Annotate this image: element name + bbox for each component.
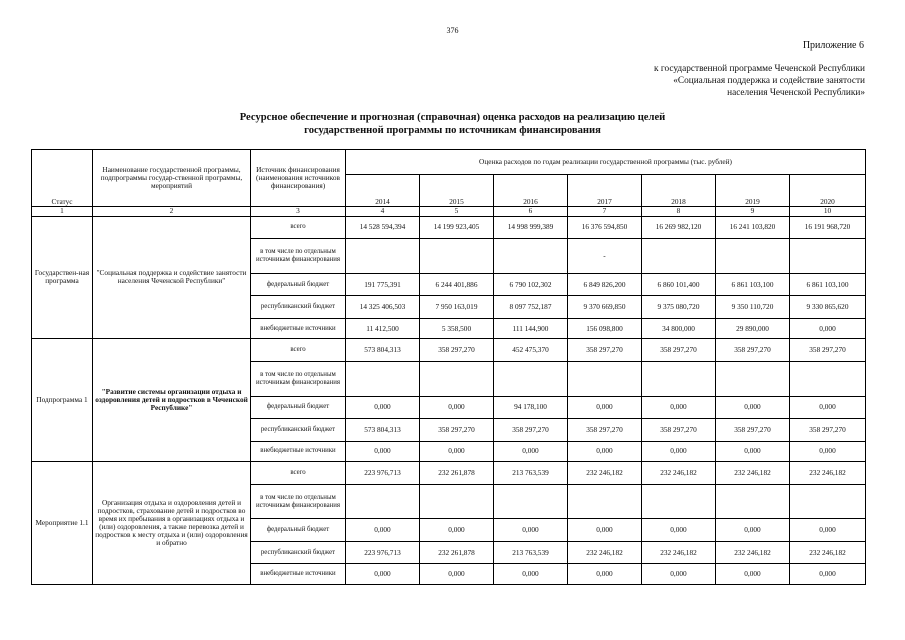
value-cell: 9 350 110,720 xyxy=(716,296,790,319)
value-cell xyxy=(420,361,494,396)
value-cell: 232 246,182 xyxy=(568,541,642,564)
source-cell: в том числе по отдельным источникам финансирования xyxy=(251,484,346,519)
source-cell: в том числе по отдельным источникам финансирования xyxy=(251,361,346,396)
appendix-line: населения Чеченской Республики» xyxy=(727,88,865,98)
source-cell: федеральный бюджет xyxy=(251,273,346,296)
year-cell: 2016 xyxy=(494,174,568,207)
header-name: Наименование государственной программы, подпрограммы государ-ственной программы, мероприятий xyxy=(93,150,251,207)
value-cell: 232 246,182 xyxy=(716,462,790,485)
value-cell: 6 849 826,200 xyxy=(568,273,642,296)
value-cell: 232 246,182 xyxy=(568,462,642,485)
source-cell: внебюджетные источники xyxy=(251,564,346,585)
value-cell: 0,000 xyxy=(790,564,866,585)
value-cell xyxy=(642,239,716,274)
year-cell: 2017 xyxy=(568,174,642,207)
value-cell: 0,000 xyxy=(494,441,568,461)
value-cell: 358 297,270 xyxy=(568,339,642,362)
value-cell: 6 860 101,400 xyxy=(642,273,716,296)
value-cell: 0,000 xyxy=(568,519,642,542)
source-cell: всего xyxy=(251,462,346,485)
value-cell: 0,000 xyxy=(346,396,420,419)
value-cell: 223 976,713 xyxy=(346,541,420,564)
value-cell: 213 763,539 xyxy=(494,462,568,485)
page-number: 376 xyxy=(446,26,459,35)
value-cell: 213 763,539 xyxy=(494,541,568,564)
name-cell: Организация отдыха и оздоровления детей и подростков, страхование детей и подростков во время их пребывания в организациях отдыха и (или) оздоровления, а также перевозка детей и подростков к месту отдыха и (или) оздоровления и обратно xyxy=(93,462,251,585)
value-cell: 94 178,100 xyxy=(494,396,568,419)
value-cell xyxy=(790,361,866,396)
table-body xyxy=(32,150,866,585)
value-cell: 29 890,000 xyxy=(716,318,790,338)
value-cell: 34 800,000 xyxy=(642,318,716,338)
source-cell: внебюджетные источники xyxy=(251,441,346,461)
table-row xyxy=(32,339,866,362)
status-cell: Мероприятие 1.1 xyxy=(32,462,93,585)
value-cell: 0,000 xyxy=(790,318,866,338)
col-number: 5 xyxy=(420,207,494,216)
appendix-line: к государственной программе Чеченской Республики xyxy=(654,64,865,74)
value-cell: 8 097 752,187 xyxy=(494,296,568,319)
value-cell: 232 246,182 xyxy=(642,462,716,485)
appendix-line: «Социальная поддержка и содействие занятости xyxy=(673,76,865,86)
value-cell: 16 269 982,120 xyxy=(642,216,716,239)
value-cell: 0,000 xyxy=(494,564,568,585)
value-cell xyxy=(790,484,866,519)
value-cell: 358 297,270 xyxy=(420,419,494,442)
value-cell: 9 370 669,850 xyxy=(568,296,642,319)
value-cell xyxy=(716,484,790,519)
col-number: 6 xyxy=(494,207,568,216)
col-number: 1 xyxy=(32,207,93,216)
header-estimate: Оценка расходов по годам реализации государственной программы (тыс. рублей) xyxy=(346,150,866,175)
value-cell xyxy=(494,361,568,396)
value-cell: 5 358,500 xyxy=(420,318,494,338)
value-cell: 0,000 xyxy=(642,519,716,542)
value-cell: 232 261,878 xyxy=(420,541,494,564)
value-cell: 358 297,270 xyxy=(494,419,568,442)
value-cell: - xyxy=(568,239,642,274)
col-number: 7 xyxy=(568,207,642,216)
value-cell: 0,000 xyxy=(716,441,790,461)
value-cell: 9 375 080,720 xyxy=(642,296,716,319)
value-cell: 232 261,878 xyxy=(420,462,494,485)
source-cell: в том числе по отдельным источникам финансирования xyxy=(251,239,346,274)
value-cell: 0,000 xyxy=(494,519,568,542)
value-cell: 14 199 923,405 xyxy=(420,216,494,239)
value-cell xyxy=(346,239,420,274)
value-cell: 0,000 xyxy=(642,564,716,585)
value-cell: 0,000 xyxy=(420,519,494,542)
value-cell: 14 998 999,389 xyxy=(494,216,568,239)
header-source: Источник финансирования (наименования источников финансирования) xyxy=(251,150,346,207)
source-cell: всего xyxy=(251,339,346,362)
value-cell: 9 330 865,620 xyxy=(790,296,866,319)
value-cell xyxy=(420,484,494,519)
value-cell: 7 950 163,019 xyxy=(420,296,494,319)
source-cell: внебюджетные источники xyxy=(251,318,346,338)
value-cell: 0,000 xyxy=(790,396,866,419)
value-cell: 358 297,270 xyxy=(716,339,790,362)
name-cell: "Социальная поддержка и содействие занятости населения Чеченской Республики" xyxy=(93,216,251,339)
value-cell: 111 144,900 xyxy=(494,318,568,338)
value-cell: 0,000 xyxy=(716,564,790,585)
value-cell: 452 475,370 xyxy=(494,339,568,362)
value-cell: 6 244 401,886 xyxy=(420,273,494,296)
value-cell xyxy=(420,239,494,274)
table-row xyxy=(32,216,866,239)
value-cell: 232 246,182 xyxy=(790,462,866,485)
source-cell: республиканский бюджет xyxy=(251,541,346,564)
source-cell: республиканский бюджет xyxy=(251,296,346,319)
col-number: 8 xyxy=(642,207,716,216)
value-cell: 0,000 xyxy=(420,396,494,419)
value-cell xyxy=(642,484,716,519)
value-cell xyxy=(346,484,420,519)
value-cell: 232 246,182 xyxy=(716,541,790,564)
value-cell: 358 297,270 xyxy=(642,419,716,442)
value-cell: 0,000 xyxy=(642,441,716,461)
source-cell: федеральный бюджет xyxy=(251,396,346,419)
value-cell: 6 861 103,100 xyxy=(790,273,866,296)
appendix-title: Приложение 6 xyxy=(802,40,864,51)
header-status: Статус xyxy=(32,150,93,207)
value-cell: 0,000 xyxy=(790,519,866,542)
value-cell: 0,000 xyxy=(420,441,494,461)
value-cell: 573 804,313 xyxy=(346,339,420,362)
value-cell: 358 297,270 xyxy=(716,419,790,442)
value-cell xyxy=(568,361,642,396)
status-cell: Государствен-ная программа xyxy=(32,216,93,339)
value-cell: 0,000 xyxy=(346,441,420,461)
value-cell: 0,000 xyxy=(642,396,716,419)
col-number: 4 xyxy=(346,207,420,216)
value-cell: 0,000 xyxy=(420,564,494,585)
value-cell: 0,000 xyxy=(568,396,642,419)
year-cell: 2018 xyxy=(642,174,716,207)
value-cell: 6 790 102,302 xyxy=(494,273,568,296)
value-cell: 358 297,270 xyxy=(420,339,494,362)
title-line: Ресурсное обеспечение и прогнозная (справочная) оценка расходов на реализацию целей xyxy=(239,112,666,123)
source-cell: федеральный бюджет xyxy=(251,519,346,542)
value-cell: 0,000 xyxy=(716,519,790,542)
source-cell: всего xyxy=(251,216,346,239)
document-title xyxy=(0,112,905,137)
name-cell: "Развитие системы организации отдыха и оздоровления детей и подростков в Чеченской Республике" xyxy=(93,339,251,462)
value-cell: 358 297,270 xyxy=(790,419,866,442)
value-cell: 6 861 103,100 xyxy=(716,273,790,296)
value-cell: 0,000 xyxy=(568,441,642,461)
source-cell: республиканский бюджет xyxy=(251,419,346,442)
value-cell xyxy=(642,361,716,396)
col-number: 3 xyxy=(251,207,346,216)
value-cell xyxy=(716,361,790,396)
resource-table xyxy=(31,149,866,585)
value-cell xyxy=(346,361,420,396)
appendix-subtitle xyxy=(654,63,865,99)
value-cell xyxy=(494,239,568,274)
value-cell: 0,000 xyxy=(346,564,420,585)
value-cell: 191 775,391 xyxy=(346,273,420,296)
value-cell: 0,000 xyxy=(716,396,790,419)
header-row xyxy=(32,150,866,175)
value-cell xyxy=(716,239,790,274)
value-cell: 232 246,182 xyxy=(642,541,716,564)
value-cell: 16 191 968,720 xyxy=(790,216,866,239)
col-number: 2 xyxy=(93,207,251,216)
value-cell: 0,000 xyxy=(790,441,866,461)
value-cell: 11 412,500 xyxy=(346,318,420,338)
value-cell xyxy=(568,484,642,519)
value-cell: 16 376 594,850 xyxy=(568,216,642,239)
title-line: государственной программы по источникам финансирования xyxy=(304,124,601,136)
value-cell: 0,000 xyxy=(568,564,642,585)
value-cell xyxy=(790,239,866,274)
value-cell: 14 325 406,503 xyxy=(346,296,420,319)
year-cell: 2020 xyxy=(790,174,866,207)
column-number-row xyxy=(32,207,866,216)
col-number: 10 xyxy=(790,207,866,216)
status-cell: Подпрограмма 1 xyxy=(32,339,93,462)
value-cell: 14 528 594,394 xyxy=(346,216,420,239)
year-cell: 2014 xyxy=(346,174,420,207)
col-number: 9 xyxy=(716,207,790,216)
value-cell: 16 241 103,820 xyxy=(716,216,790,239)
value-cell: 156 098,800 xyxy=(568,318,642,338)
value-cell: 358 297,270 xyxy=(568,419,642,442)
table-row xyxy=(32,462,866,485)
year-cell: 2019 xyxy=(716,174,790,207)
value-cell: 0,000 xyxy=(346,519,420,542)
value-cell: 358 297,270 xyxy=(642,339,716,362)
value-cell xyxy=(494,484,568,519)
value-cell: 232 246,182 xyxy=(790,541,866,564)
value-cell: 358 297,270 xyxy=(790,339,866,362)
value-cell: 573 804,313 xyxy=(346,419,420,442)
year-cell: 2015 xyxy=(420,174,494,207)
value-cell: 223 976,713 xyxy=(346,462,420,485)
